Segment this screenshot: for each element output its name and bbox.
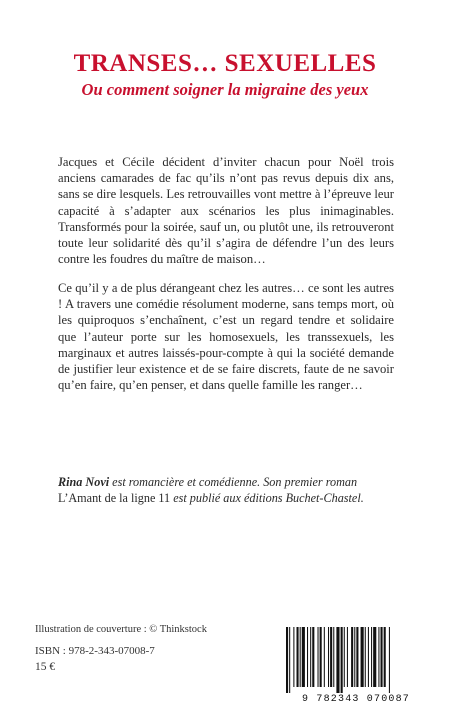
- barcode-bar: [330, 627, 332, 687]
- author-bio: [58, 474, 394, 507]
- barcode-bar: [297, 627, 299, 687]
- barcode-bar: [384, 627, 386, 687]
- barcode-bar: [344, 627, 345, 687]
- book-price: 15 €: [35, 661, 56, 673]
- barcode-bar: [318, 627, 319, 687]
- barcode-bar: [368, 627, 369, 687]
- barcode-bar: [378, 627, 379, 687]
- barcode-image: [282, 627, 430, 693]
- barcode-bar: [389, 627, 390, 693]
- book-title: TRANSES… SEXUELLES: [73, 50, 377, 77]
- bio-text-1: est romancière et comédienne. Son premier roman: [109, 475, 358, 489]
- barcode-bar: [371, 627, 372, 687]
- author-name: Rina Novi: [58, 475, 110, 489]
- barcode-bar: [365, 627, 366, 687]
- barcode-bar: [286, 627, 288, 693]
- barcode-bar: [341, 627, 343, 693]
- barcode-bar: [307, 627, 308, 687]
- barcode-bar: [361, 627, 364, 687]
- cover-illustration-credit: Illustration de couverture : © Thinkstock: [35, 624, 207, 635]
- barcode-bar: [302, 627, 305, 687]
- barcode-bar: [354, 627, 355, 687]
- barcode-bar: [320, 627, 322, 687]
- barcode-bar: [289, 627, 290, 693]
- barcode-bar: [293, 627, 294, 687]
- barcode-bar: [373, 627, 376, 687]
- barcode-bar: [324, 627, 325, 687]
- barcode-bar: [300, 627, 301, 687]
- blurb-paragraph-2: Ce qu’il y a de plus dérangeant chez les autres… ce sont les autres ! A travers une comédie résolument moderne, sans temps mort, où les quiproquos s’enchaînent, c’est un regard tendre et solidaire que l’auteur porte sur les homosexuels, les transsexuels, les marginaux et autres laissés-pour-compte à qui la société demande de justifier leur existence et de se faire discrets, faute de ne savoir qu’en faire, qu’en penser, et dans quelle famille les ranger…: [58, 281, 394, 393]
- barcode-bar: [336, 627, 339, 693]
- barcode-bar: [381, 627, 383, 687]
- barcode-bar: [351, 627, 353, 687]
- barcode-bars: [282, 627, 430, 693]
- isbn-number: ISBN : 978-2-343-07008-7: [35, 645, 155, 657]
- bio-text-2: est publié aux éditions Buchet-Chastel.: [170, 491, 364, 506]
- blurb-paragraph-1: Jacques et Cécile décident d’inviter chacun pour Noël trois anciens camarades de fac qu’ils n’ont pas revus depuis dix ans, sans se dire lesquels. Les retrouvailles vont mettre à l’épreuve leur capacité à s’adapter aux scénarios les plus inimaginables. Transformés pour la soirée, sauf un, ou plutôt une, ils retrouveront toute leur solidarité dès qu’il s’agira de défendre l’un des leurs contre les foudres du maître de maison…: [58, 155, 394, 267]
- barcode-bar: [328, 627, 329, 687]
- barcode-bar: [333, 627, 334, 687]
- barcode-bar: [347, 627, 348, 687]
- barcode-bar: [310, 627, 311, 687]
- barcode-bar: [312, 627, 314, 687]
- barcode-bar: [356, 627, 358, 687]
- previous-book-title: L’Amant de la ligne 11: [58, 491, 171, 506]
- book-subtitle: Ou comment soigner la migraine des yeux: [81, 80, 369, 99]
- barcode-digits: 9 782343 070087: [301, 694, 410, 705]
